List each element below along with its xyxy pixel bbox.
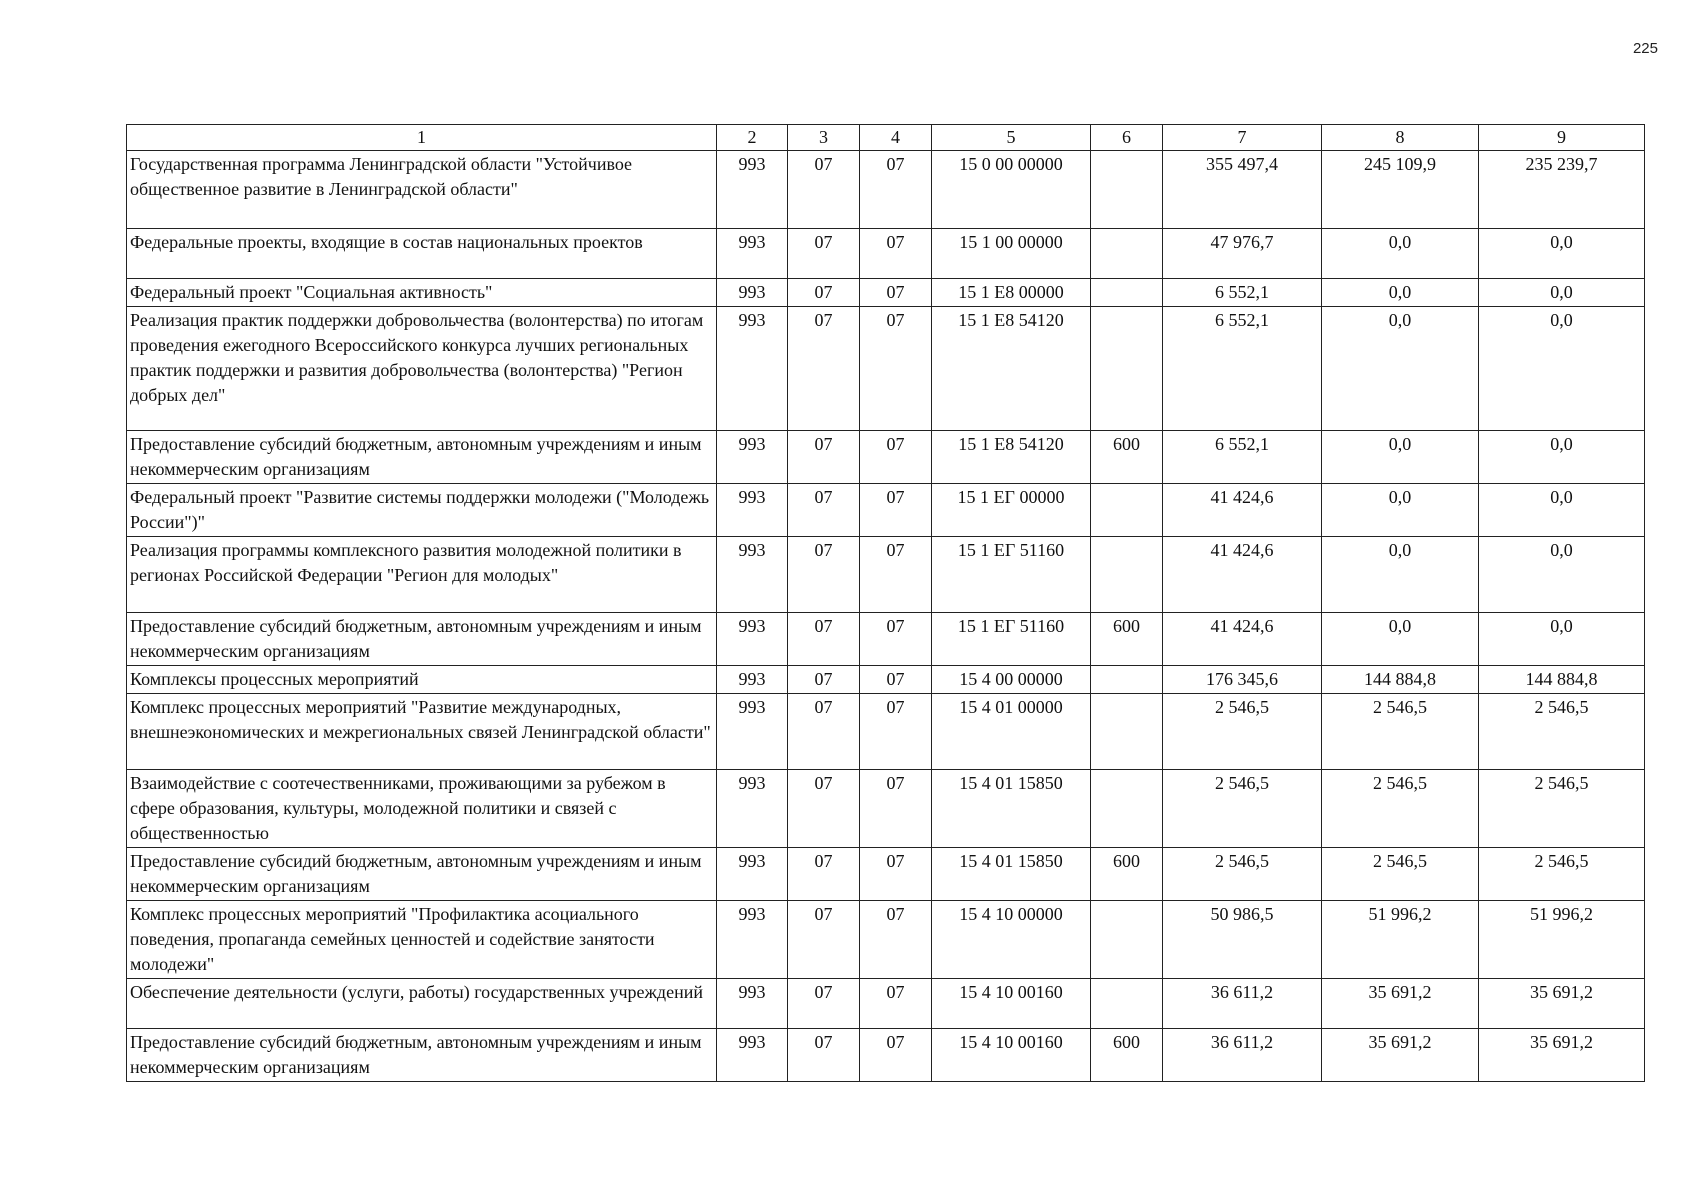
cell-col-7: 6 552,1 (1163, 307, 1322, 431)
cell-col-4: 07 (860, 484, 932, 537)
cell-col-4: 07 (860, 848, 932, 901)
cell-col-9: 0,0 (1479, 484, 1645, 537)
table-row (127, 279, 1645, 307)
cell-col-3: 07 (788, 979, 860, 1029)
cell-col-6: 600 (1091, 1029, 1163, 1082)
column-header: 7 (1163, 125, 1322, 151)
cell-col-9: 0,0 (1479, 229, 1645, 279)
cell-col-7: 36 611,2 (1163, 979, 1322, 1029)
cell-col-8: 2 546,5 (1322, 848, 1479, 901)
cell-col-6 (1091, 279, 1163, 307)
cell-col-2: 993 (717, 484, 788, 537)
cell-col-2: 993 (717, 613, 788, 666)
cell-col-3: 07 (788, 151, 860, 229)
row-description: Комплекс процессных мероприятий "Развитие международных, внешнеэкономических и межрегиональных связей Ленинградской области" (127, 694, 717, 770)
cell-col-2: 993 (717, 537, 788, 613)
table-row (127, 431, 1645, 484)
cell-col-3: 07 (788, 848, 860, 901)
cell-col-2: 993 (717, 666, 788, 694)
column-header: 9 (1479, 125, 1645, 151)
cell-col-4: 07 (860, 431, 932, 484)
cell-col-4: 07 (860, 229, 932, 279)
cell-col-5: 15 4 01 15850 (932, 770, 1091, 848)
cell-col-4: 07 (860, 694, 932, 770)
cell-col-5: 15 4 01 15850 (932, 848, 1091, 901)
cell-col-6 (1091, 151, 1163, 229)
cell-col-2: 993 (717, 1029, 788, 1082)
cell-col-7: 2 546,5 (1163, 694, 1322, 770)
row-description: Государственная программа Ленинградской области "Устойчивое общественное развитие в Ленинградской области" (127, 151, 717, 229)
page-number: 225 (1632, 40, 1658, 57)
table-row (127, 613, 1645, 666)
cell-col-4: 07 (860, 307, 932, 431)
cell-col-7: 41 424,6 (1163, 484, 1322, 537)
cell-col-8: 0,0 (1322, 229, 1479, 279)
table-row (127, 901, 1645, 979)
row-description: Комплекс процессных мероприятий "Профилактика асоциального поведения, пропаганда семейных ценностей и содействие занятости молодежи" (127, 901, 717, 979)
cell-col-3: 07 (788, 484, 860, 537)
row-description: Предоставление субсидий бюджетным, автономным учреждениям и иным некоммерческим организациям (127, 1029, 717, 1082)
row-description: Предоставление субсидий бюджетным, автономным учреждениям и иным некоммерческим организациям (127, 848, 717, 901)
cell-col-9: 0,0 (1479, 431, 1645, 484)
row-description: Реализация практик поддержки добровольчества (волонтерства) по итогам проведения ежегодного Всероссийского конкурса лучших региональных практик поддержки и развития добровольчества (волонтерства) "Регион добрых дел" (127, 307, 717, 431)
cell-col-2: 993 (717, 229, 788, 279)
cell-col-5: 15 1 00 00000 (932, 229, 1091, 279)
cell-col-5: 15 4 10 00000 (932, 901, 1091, 979)
cell-col-8: 0,0 (1322, 613, 1479, 666)
cell-col-4: 07 (860, 979, 932, 1029)
cell-col-6 (1091, 901, 1163, 979)
cell-col-6 (1091, 229, 1163, 279)
cell-col-6 (1091, 484, 1163, 537)
cell-col-9: 2 546,5 (1479, 770, 1645, 848)
cell-col-5: 15 1 EГ 00000 (932, 484, 1091, 537)
cell-col-5: 15 1 E8 54120 (932, 431, 1091, 484)
cell-col-3: 07 (788, 770, 860, 848)
cell-col-5: 15 1 E8 54120 (932, 307, 1091, 431)
table-row (127, 694, 1645, 770)
cell-col-5: 15 4 10 00160 (932, 1029, 1091, 1082)
cell-col-4: 07 (860, 901, 932, 979)
cell-col-8: 2 546,5 (1322, 694, 1479, 770)
cell-col-3: 07 (788, 229, 860, 279)
cell-col-7: 6 552,1 (1163, 431, 1322, 484)
cell-col-3: 07 (788, 431, 860, 484)
cell-col-8: 35 691,2 (1322, 1029, 1479, 1082)
row-description: Предоставление субсидий бюджетным, автономным учреждениям и иным некоммерческим организациям (127, 613, 717, 666)
column-header: 5 (932, 125, 1091, 151)
table-row (127, 307, 1645, 431)
table-row (127, 848, 1645, 901)
cell-col-8: 0,0 (1322, 484, 1479, 537)
cell-col-3: 07 (788, 279, 860, 307)
cell-col-4: 07 (860, 666, 932, 694)
cell-col-5: 15 1 E8 00000 (932, 279, 1091, 307)
cell-col-6 (1091, 666, 1163, 694)
cell-col-7: 47 976,7 (1163, 229, 1322, 279)
row-description: Федеральный проект "Развитие системы поддержки молодежи ("Молодежь России")" (127, 484, 717, 537)
table-row (127, 1029, 1645, 1082)
cell-col-3: 07 (788, 537, 860, 613)
cell-col-9: 2 546,5 (1479, 848, 1645, 901)
cell-col-9: 35 691,2 (1479, 1029, 1645, 1082)
table-body (127, 151, 1645, 1082)
table-row (127, 151, 1645, 229)
row-description: Реализация программы комплексного развития молодежной политики в регионах Российской Федерации "Регион для молодых" (127, 537, 717, 613)
row-description: Взаимодействие с соотечественниками, проживающими за рубежом в сфере образования, культуры, молодежной политики и связей с общественностью (127, 770, 717, 848)
table-row (127, 229, 1645, 279)
table-row (127, 666, 1645, 694)
cell-col-3: 07 (788, 666, 860, 694)
cell-col-6: 600 (1091, 431, 1163, 484)
cell-col-8: 35 691,2 (1322, 979, 1479, 1029)
column-header: 8 (1322, 125, 1479, 151)
cell-col-5: 15 0 00 00000 (932, 151, 1091, 229)
cell-col-3: 07 (788, 694, 860, 770)
cell-col-6 (1091, 770, 1163, 848)
column-header: 6 (1091, 125, 1163, 151)
table-row (127, 537, 1645, 613)
cell-col-4: 07 (860, 151, 932, 229)
cell-col-6 (1091, 979, 1163, 1029)
cell-col-6 (1091, 694, 1163, 770)
budget-table (126, 124, 1645, 1082)
cell-col-7: 50 986,5 (1163, 901, 1322, 979)
cell-col-9: 0,0 (1479, 613, 1645, 666)
cell-col-9: 0,0 (1479, 279, 1645, 307)
cell-col-2: 993 (717, 770, 788, 848)
cell-col-7: 6 552,1 (1163, 279, 1322, 307)
cell-col-4: 07 (860, 537, 932, 613)
row-description: Федеральный проект "Социальная активность" (127, 279, 717, 307)
cell-col-4: 07 (860, 1029, 932, 1082)
cell-col-2: 993 (717, 848, 788, 901)
cell-col-4: 07 (860, 279, 932, 307)
cell-col-6: 600 (1091, 613, 1163, 666)
cell-col-2: 993 (717, 694, 788, 770)
cell-col-9: 35 691,2 (1479, 979, 1645, 1029)
cell-col-3: 07 (788, 613, 860, 666)
table-row (127, 770, 1645, 848)
cell-col-8: 0,0 (1322, 431, 1479, 484)
cell-col-2: 993 (717, 307, 788, 431)
column-header: 2 (717, 125, 788, 151)
cell-col-2: 993 (717, 431, 788, 484)
cell-col-9: 0,0 (1479, 537, 1645, 613)
cell-col-9: 235 239,7 (1479, 151, 1645, 229)
cell-col-9: 51 996,2 (1479, 901, 1645, 979)
column-number-row (127, 125, 1645, 151)
cell-col-3: 07 (788, 307, 860, 431)
cell-col-2: 993 (717, 279, 788, 307)
cell-col-9: 144 884,8 (1479, 666, 1645, 694)
cell-col-6 (1091, 537, 1163, 613)
row-description: Федеральные проекты, входящие в состав национальных проектов (127, 229, 717, 279)
cell-col-7: 2 546,5 (1163, 770, 1322, 848)
cell-col-2: 993 (717, 979, 788, 1029)
column-header: 4 (860, 125, 932, 151)
cell-col-6 (1091, 307, 1163, 431)
cell-col-3: 07 (788, 1029, 860, 1082)
cell-col-9: 2 546,5 (1479, 694, 1645, 770)
cell-col-7: 355 497,4 (1163, 151, 1322, 229)
cell-col-5: 15 4 00 00000 (932, 666, 1091, 694)
cell-col-5: 15 4 10 00160 (932, 979, 1091, 1029)
cell-col-8: 51 996,2 (1322, 901, 1479, 979)
cell-col-7: 41 424,6 (1163, 613, 1322, 666)
cell-col-8: 245 109,9 (1322, 151, 1479, 229)
row-description: Обеспечение деятельности (услуги, работы) государственных учреждений (127, 979, 717, 1029)
cell-col-3: 07 (788, 901, 860, 979)
cell-col-5: 15 1 EГ 51160 (932, 537, 1091, 613)
cell-col-8: 0,0 (1322, 307, 1479, 431)
cell-col-7: 41 424,6 (1163, 537, 1322, 613)
cell-col-7: 176 345,6 (1163, 666, 1322, 694)
cell-col-4: 07 (860, 770, 932, 848)
table-row (127, 484, 1645, 537)
cell-col-9: 0,0 (1479, 307, 1645, 431)
cell-col-8: 0,0 (1322, 537, 1479, 613)
cell-col-2: 993 (717, 151, 788, 229)
cell-col-8: 0,0 (1322, 279, 1479, 307)
row-description: Комплексы процессных мероприятий (127, 666, 717, 694)
cell-col-7: 2 546,5 (1163, 848, 1322, 901)
cell-col-5: 15 1 EГ 51160 (932, 613, 1091, 666)
cell-col-8: 2 546,5 (1322, 770, 1479, 848)
column-header: 1 (127, 125, 717, 151)
cell-col-7: 36 611,2 (1163, 1029, 1322, 1082)
cell-col-5: 15 4 01 00000 (932, 694, 1091, 770)
cell-col-2: 993 (717, 901, 788, 979)
cell-col-4: 07 (860, 613, 932, 666)
table-row (127, 979, 1645, 1029)
row-description: Предоставление субсидий бюджетным, автономным учреждениям и иным некоммерческим организациям (127, 431, 717, 484)
column-header: 3 (788, 125, 860, 151)
cell-col-6: 600 (1091, 848, 1163, 901)
cell-col-8: 144 884,8 (1322, 666, 1479, 694)
